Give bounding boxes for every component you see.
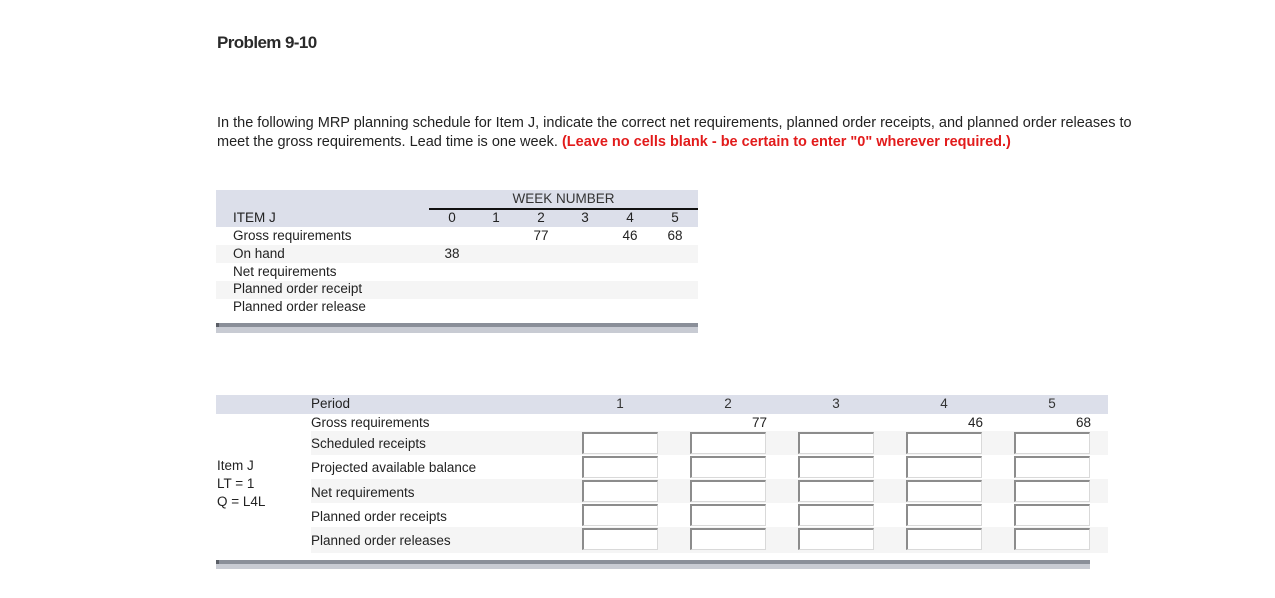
gross-period-4: 46 — [967, 415, 983, 430]
row-label-gross-requirements: Gross requirements — [233, 228, 352, 243]
row-label-planned-order-receipt: Planned order receipt — [233, 281, 363, 296]
planned-order-releases-label: Planned order releases — [311, 533, 451, 548]
scheduled-receipts-period-5-input[interactable] — [1014, 432, 1090, 454]
period-1: 1 — [616, 396, 624, 411]
problem-title: Problem 9-10 — [217, 33, 317, 52]
projected-balance-period-2-input[interactable] — [690, 456, 766, 478]
table-footer-bar-lower — [216, 327, 698, 333]
net-requirements-period-4-input[interactable] — [906, 480, 982, 502]
gross-period-2: 77 — [751, 415, 767, 430]
planned-order-releases-period-4-input[interactable] — [906, 528, 982, 550]
net-requirements-label: Net requirements — [311, 485, 415, 500]
period-4: 4 — [940, 396, 948, 411]
projected-balance-label: Projected available balance — [311, 460, 477, 475]
lead-time: LT = 1 — [217, 476, 255, 491]
table-footer-bar-lower — [216, 564, 1090, 569]
net-requirements-period-5-input[interactable] — [1014, 480, 1090, 502]
instructions-text: In the following MRP planning schedule for Item J, indicate the correct net requirements, planned order receipts, and planned order releases to meet the gross requirements. Lead time is one week. — [217, 115, 1132, 150]
gross-period-5: 68 — [1075, 415, 1091, 430]
scheduled-receipts-period-3-input[interactable] — [798, 432, 874, 454]
row-label-net-requirements: Net requirements — [233, 264, 337, 279]
net-requirements-period-2-input[interactable] — [690, 480, 766, 502]
net-requirements-period-1-input[interactable] — [582, 480, 658, 502]
projected-balance-period-4-input[interactable] — [906, 456, 982, 478]
week-5: 5 — [671, 210, 679, 225]
item-label: ITEM J — [233, 210, 276, 225]
gross-week-2: 77 — [533, 228, 549, 243]
projected-balance-period-1-input[interactable] — [582, 456, 658, 478]
scheduled-receipts-period-1-input[interactable] — [582, 432, 658, 454]
scheduled-receipts-label: Scheduled receipts — [311, 436, 426, 451]
answer-table — [216, 395, 1108, 570]
row-label-on-hand: On hand — [233, 246, 285, 261]
planned-order-receipts-period-1-input[interactable] — [582, 504, 658, 526]
planned-order-receipts-period-4-input[interactable] — [906, 504, 982, 526]
item-name: Item J — [217, 458, 254, 473]
planned-order-releases-period-3-input[interactable] — [798, 528, 874, 550]
planned-order-receipts-period-5-input[interactable] — [1014, 504, 1090, 526]
planned-order-releases-period-1-input[interactable] — [582, 528, 658, 550]
projected-balance-period-5-input[interactable] — [1014, 456, 1090, 478]
planned-order-receipts-label: Planned order receipts — [311, 509, 447, 524]
warning-text: (Leave no cells blank - be certain to enter "0" wherever required.) — [561, 134, 1011, 150]
week-2: 2 — [537, 210, 545, 225]
mrp-schedule-table — [216, 190, 698, 333]
scheduled-receipts-period-2-input[interactable] — [690, 432, 766, 454]
planned-order-releases-period-5-input[interactable] — [1014, 528, 1090, 550]
period-3: 3 — [832, 396, 840, 411]
period-2: 2 — [724, 396, 732, 411]
period-5: 5 — [1048, 396, 1056, 411]
row-label-planned-order-release: Planned order release — [233, 299, 366, 314]
week-0: 0 — [448, 210, 456, 225]
period-label: Period — [311, 396, 351, 411]
planned-order-receipts-period-2-input[interactable] — [690, 504, 766, 526]
week-number-header: WEEK NUMBER — [512, 191, 615, 206]
week-header-rule — [429, 208, 698, 210]
gross-week-5: 68 — [667, 228, 683, 243]
net-requirements-period-3-input[interactable] — [798, 480, 874, 502]
on-hand-week-0: 38 — [444, 246, 460, 261]
week-3: 3 — [581, 210, 589, 225]
planned-order-receipts-period-3-input[interactable] — [798, 504, 874, 526]
gross-requirements-label: Gross requirements — [311, 415, 430, 430]
lot-size-rule: Q = L4L — [217, 494, 266, 509]
week-1: 1 — [492, 210, 500, 225]
planned-order-releases-period-2-input[interactable] — [690, 528, 766, 550]
week-4: 4 — [626, 210, 634, 225]
projected-balance-period-3-input[interactable] — [798, 456, 874, 478]
instructions — [217, 114, 1147, 152]
scheduled-receipts-period-4-input[interactable] — [906, 432, 982, 454]
gross-week-4: 46 — [622, 228, 638, 243]
